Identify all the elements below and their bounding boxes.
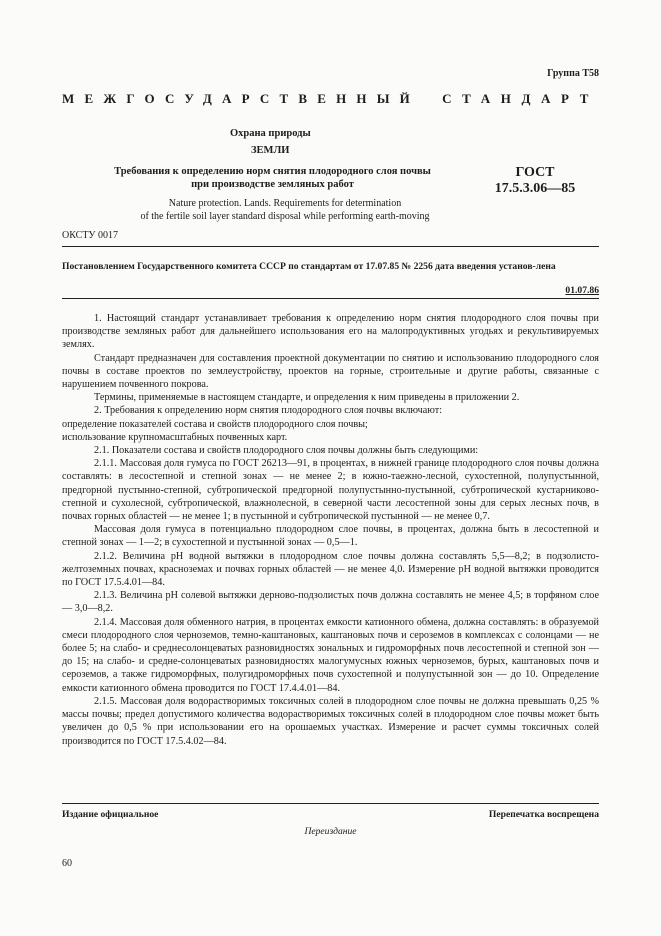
subject-line-1: Охрана природы — [230, 128, 311, 139]
title-russian-line-1: Требования к определению норм снятия плодородного слоя почвы — [114, 166, 431, 177]
standard-header-right: СТАНДАРТ — [442, 91, 599, 106]
paragraph: 2. Требования к определению норм снятия плодородного слоя почвы включают: — [94, 405, 443, 417]
title-english-line-2: of the fertile soil layer standard disposal while performing earth-moving — [140, 211, 430, 222]
paragraph: 2.1.1. Массовая доля гумуса по ГОСТ 26213—91, в процентах, в нижней границе плодородного слоя почвы должна составлять: в лесостепной и степной зонах — не менее 2; в южно-таежно-лесной, сухостепной, полупустынной, предгорной пустынно-степной, субтропической предгорной полупустынно-пустынной, субтропической кустарниково-степной и сухолесной, субтропической, влажнолесной, в северной части лесостепной зоны для серых лесных почв, в почвах горных областей — не менее 1; в пустынной и субтропической пустынной — не менее 0,7. — [62, 458, 599, 523]
reprint-prohibited-label: Перепечатка воспрещена — [488, 809, 599, 820]
decree-date: 01.07.86 — [565, 285, 599, 296]
title-english-line-1: Nature protection. Lands. Requirements for determination — [168, 198, 402, 209]
paragraph: использование крупномасштабных почвенных карт. — [62, 431, 288, 443]
gost-number — [475, 165, 595, 197]
title-english — [90, 197, 480, 223]
divider — [62, 298, 599, 299]
paragraph: 2.1. Показатели состава и свойств плодородного слоя почвы должны быть следующими: — [94, 445, 479, 457]
oksty-code: ОКСТУ 0017 — [62, 230, 119, 241]
title-russian — [90, 165, 455, 191]
standard-header — [62, 91, 599, 107]
paragraph: определение показателей состава и свойств плодородного слоя почвы; — [62, 418, 368, 430]
paragraph: 2.1.5. Массовая доля водорастворимых токсичных солей в плодородном слое почвы не должна превышать 0,25 % массы почвы; предел допустимого количества водорастворимых токсичных солей в плодородном слое почвы может быть увеличен до 0,5 % при использовании его на орошаемых участках. Измерение и расчет суммы токсичных солей производится по ГОСТ 17.5.4.02—84. — [62, 695, 599, 747]
paragraph: Термины, применяемые в настоящем стандарте, и определения к ним приведены в приложении 2. — [94, 392, 520, 404]
gost-code: 17.5.3.06—85 — [494, 181, 576, 196]
page-number: 60 — [62, 858, 72, 869]
standard-header-left: МЕЖГОСУДАРСТВЕННЫЙ — [62, 91, 420, 106]
title-russian-line-2: при производстве земляных работ — [191, 179, 354, 190]
reissue-label: Переиздание — [304, 826, 357, 837]
official-edition-label: Издание официальное — [62, 809, 159, 820]
paragraph: 1. Настоящий стандарт устанавливает требования к определению норм снятия плодородного слоя почвы при производстве земляных работ для дальнейшего использования его на малопродуктивных угодьях и рекультивируемых землях. — [62, 313, 599, 351]
divider — [62, 803, 599, 804]
subject-line-2: ЗЕМЛИ — [251, 145, 290, 156]
paragraph: Массовая доля гумуса в потенциально плодородном слое почвы, в процентах, должна быть в лесостепной и степной зонах — 1—2; в сухостепной и пустынной зонах — 0,5—1. — [62, 524, 599, 549]
paragraph: 2.1.4. Массовая доля обменного натрия, в процентах емкости катионного обмена, должна составлять: в образуемой смеси плодородного слоя черноземов, темно-каштановых, каштановых почв и сероземов в комплексах с солонцами — не более 5; на слабо- и среднесолонцеватых разновидностях зональных и гидроморфных почв лесостепной и степной зон — до 15; на слабо- и средне-солонцеватых разновидностях малогумусных южных черноземов, бурых, каштановых почв и сероземов, а также гидроморфных, полугидроморфных почв сухостепной и полупустынной зон — до 10. Определение емкости катионного обмена проводится по ГОСТ 17.4.4.01—84. — [62, 616, 599, 694]
gost-label: ГОСТ — [515, 165, 555, 180]
paragraph: Стандарт предназначен для составления проектной документации по снятию и использованию плодородного слоя почвы в составе проектов по землеустройству, проектов на горные, строительные и другие работы, связанные с нарушением почвенного покрова. — [62, 352, 599, 391]
paragraph: 2.1.2. Величина pH водной вытяжки в плодородном слое почвы должна составлять 5,5—8,2; в подзолисто-желтоземных почвах, красноземах и почвах горных областей — не менее 4,0. Измерение pH водной вытяжки проводится по ГОСТ 17.5.4.01—84. — [62, 550, 599, 589]
divider — [62, 246, 599, 247]
group-code: Группа Т58 — [547, 68, 599, 79]
paragraph: 2.1.3. Величина pH солевой вытяжки дерново-подзолистых почв должна составлять не менее 4,5; в торфяном слое — 3,0—8,2. — [62, 590, 599, 615]
decree-text: Постановлением Государственного комитета СССР по стандартам от 17.07.85 № 2256 дата введения установ-лена — [62, 261, 556, 272]
body-text — [62, 312, 599, 748]
